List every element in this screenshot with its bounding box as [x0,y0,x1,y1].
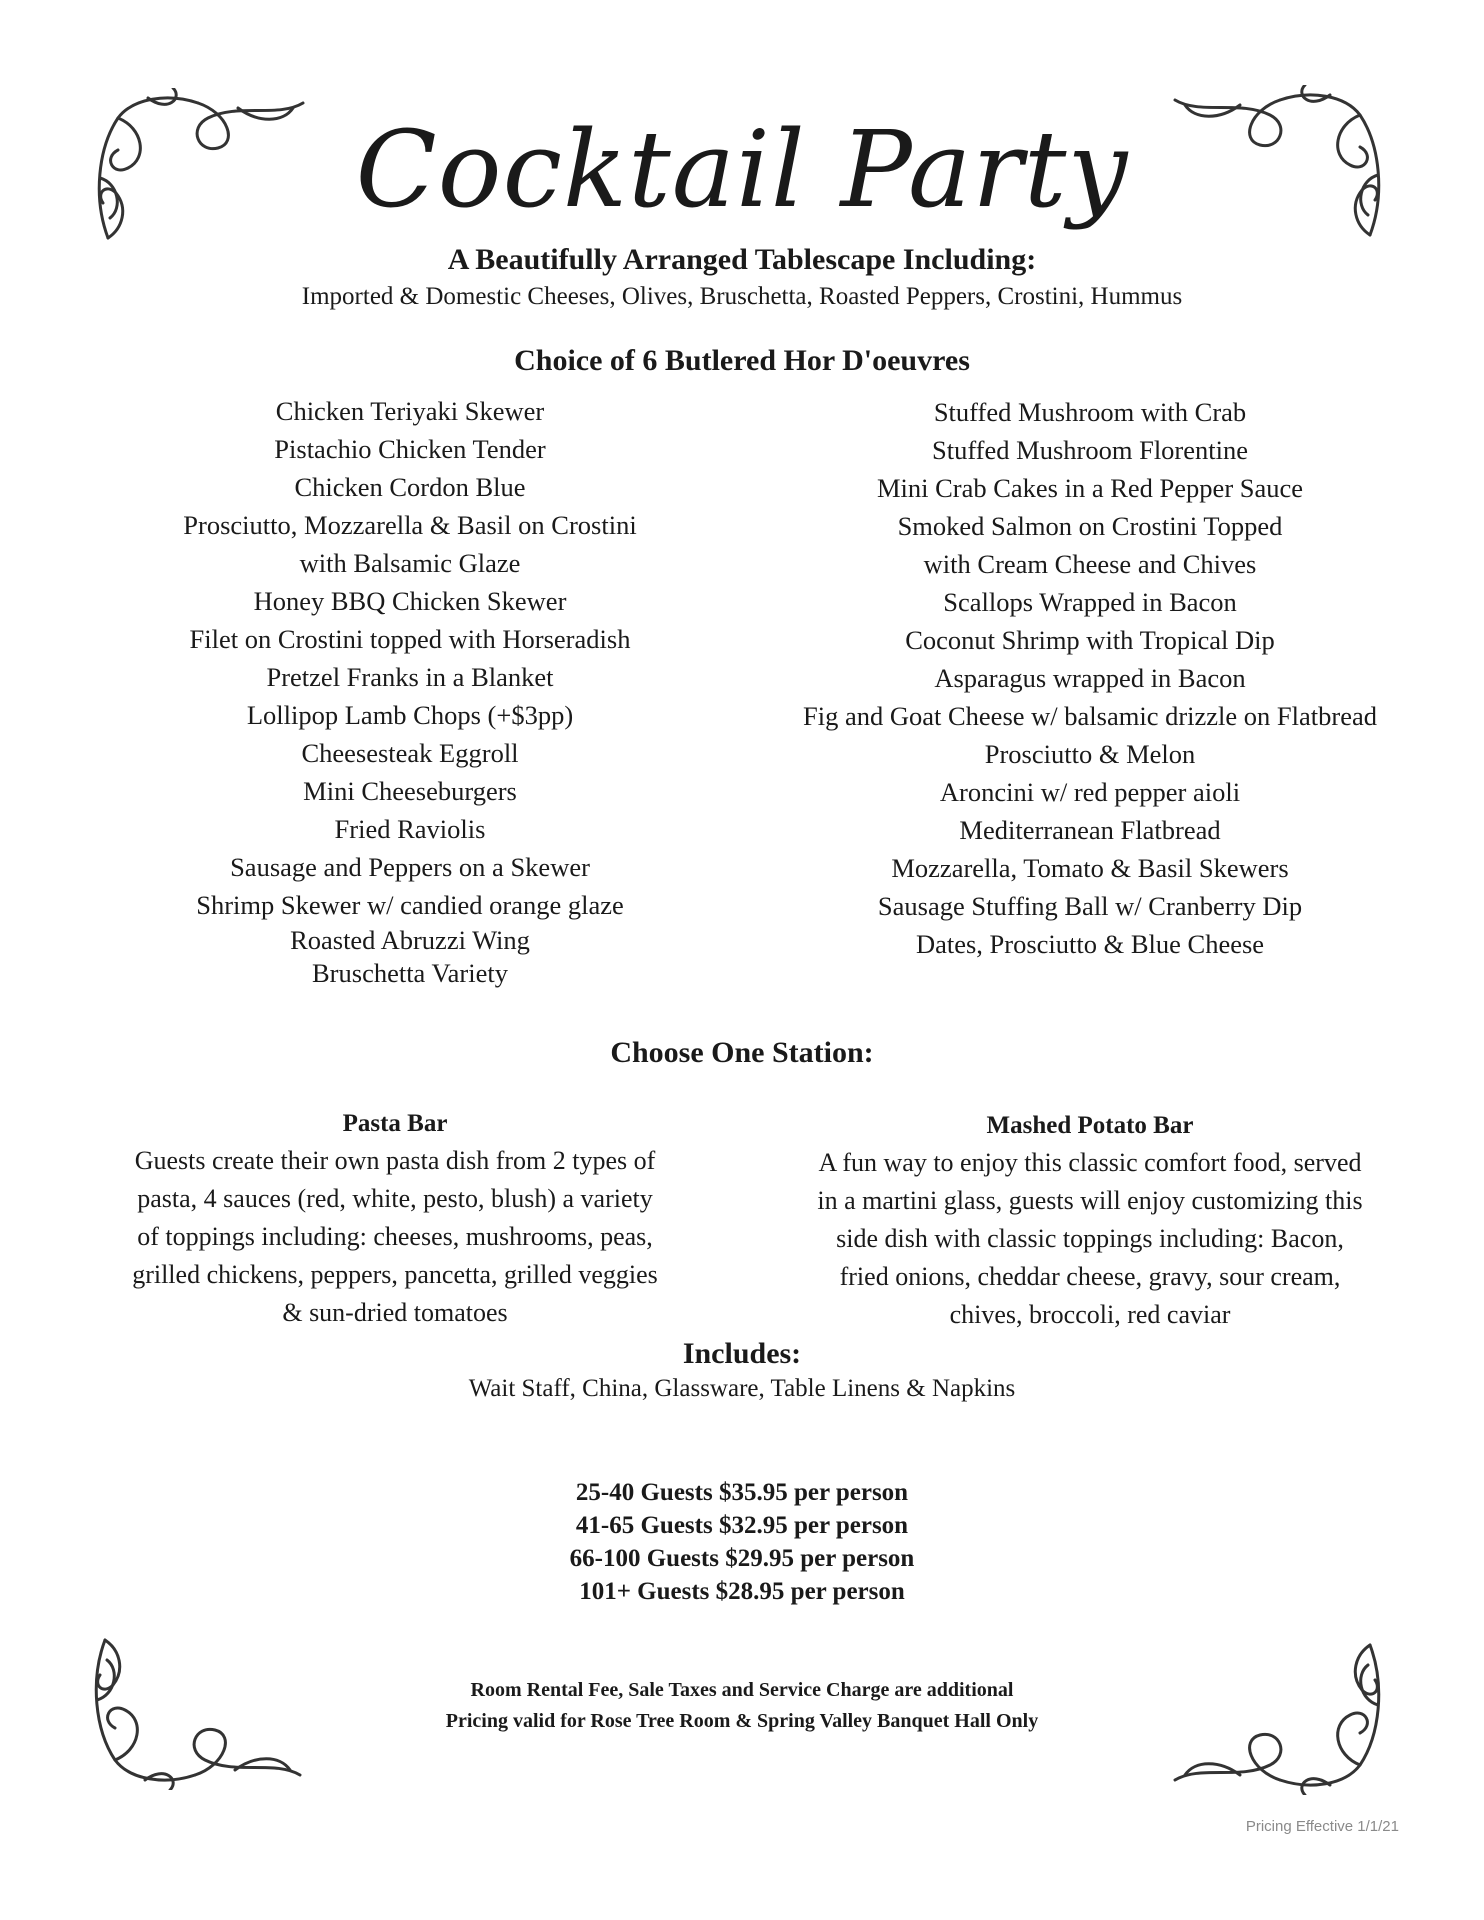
pasta-bar-line: & sun-dried tomatoes [282,1298,508,1327]
pasta-bar-line: of toppings including: cheeses, mushrooms, peas, [137,1222,653,1251]
pasta-bar-line: pasta, 4 sauces (red, white, pesto, blush) a variety [137,1184,653,1213]
footer-note: Room Rental Fee, Sale Taxes and Service Charge are additional [470,1679,1014,1701]
list-item: Bruschetta Variety [312,958,508,988]
list-item: Mediterranean Flatbread [959,815,1221,845]
list-item: Prosciutto & Melon [984,739,1196,769]
price-tier: 101+ Guests $28.95 per person [579,1578,905,1605]
includes-heading: Includes: [682,1337,802,1370]
footer-note: Pricing valid for Rose Tree Room & Spring Valley Banquet Hall Only [445,1710,1039,1732]
list-item: Shrimp Skewer w/ candied orange glaze [196,890,624,920]
price-tier: 41-65 Guests $32.95 per person [575,1512,909,1539]
list-item: Mozzarella, Tomato & Basil Skewers [891,853,1289,883]
list-item: Roasted Abruzzi Wing [290,925,530,955]
list-item: Aroncini w/ red pepper aioli [939,777,1241,807]
station-heading: Choose One Station: [610,1036,874,1069]
list-item: Pistachio Chicken Tender [274,434,546,464]
list-item: Lollipop Lamb Chops (+$3pp) [246,700,574,730]
list-item: Pretzel Franks in a Blanket [266,662,554,692]
list-item: Fig and Goat Cheese w/ balsamic drizzle on Flatbread [803,701,1377,731]
mashed-potato-bar-line: fried onions, cheddar cheese, gravy, sour cream, [839,1262,1341,1291]
list-item: Stuffed Mushroom with Crab [933,397,1247,427]
mashed-potato-bar-section [780,1112,1400,1334]
mashed-potato-bar-line: side dish with classic toppings including: Bacon, [836,1224,1344,1253]
list-item: with Cream Cheese and Chives [923,549,1257,579]
list-item: Stuffed Mushroom Florentine [931,435,1249,465]
page-title: Cocktail Party [355,108,1129,231]
list-item: with Balsamic Glaze [299,548,521,578]
pasta-bar-section [100,1110,690,1332]
price-tier: 25-40 Guests $35.95 per person [575,1479,909,1506]
list-item: Coconut Shrimp with Tropical Dip [905,625,1275,655]
pasta-bar-line: Guests create their own pasta dish from 2 types of [134,1146,656,1175]
list-item: Sausage and Peppers on a Skewer [230,852,590,882]
hors-doeuvres-heading: Choice of 6 Butlered Hor D'oeuvres [514,344,970,377]
list-item: Scallops Wrapped in Bacon [943,587,1237,617]
pasta-bar-title: Pasta Bar [342,1110,448,1137]
pasta-bar-line: grilled chickens, peppers, pancetta, grilled veggies [132,1260,658,1289]
list-item: Honey BBQ Chicken Skewer [253,586,567,616]
list-item: Filet on Crostini topped with Horseradish [189,624,631,654]
list-item: Chicken Cordon Blue [294,472,526,502]
mashed-potato-bar-line: in a martini glass, guests will enjoy customizing this [817,1186,1363,1215]
tablescape-items: Imported & Domestic Cheeses, Olives, Bruschetta, Roasted Peppers, Crostini, Hummus [301,283,1183,310]
list-item: Mini Crab Cakes in a Red Pepper Sauce [876,473,1304,503]
list-item: Chicken Teriyaki Skewer [275,396,545,426]
includes-items: Wait Staff, China, Glassware, Table Linens & Napkins [468,1375,1016,1402]
mashed-potato-bar-line: chives, broccoli, red caviar [949,1300,1231,1329]
list-item: Sausage Stuffing Ball w/ Cranberry Dip [877,891,1303,921]
mashed-potato-bar-line: A fun way to enjoy this classic comfort food, served [818,1148,1362,1177]
list-item: Dates, Prosciutto & Blue Cheese [915,929,1265,959]
list-item: Asparagus wrapped in Bacon [934,663,1246,693]
pricing-effective-date: Pricing Effective 1/1/21 [1245,1818,1399,1835]
pricing-list [0,1476,1484,1608]
list-item: Prosciutto, Mozzarella & Basil on Crostini [183,510,637,540]
footer-notes [0,1675,1484,1737]
price-tier: 66-100 Guests $29.95 per person [569,1545,915,1572]
hors-doeuvres-right-list [770,393,1410,963]
list-item: Mini Cheeseburgers [303,776,517,806]
mashed-potato-bar-title: Mashed Potato Bar [986,1112,1194,1139]
list-item: Fried Raviolis [334,814,486,844]
list-item: Cheesesteak Eggroll [301,738,519,768]
hors-doeuvres-left-list [150,392,670,990]
tablescape-heading: A Beautifully Arranged Tablescape Including: [447,243,1037,276]
list-item: Smoked Salmon on Crostini Topped [897,511,1283,541]
